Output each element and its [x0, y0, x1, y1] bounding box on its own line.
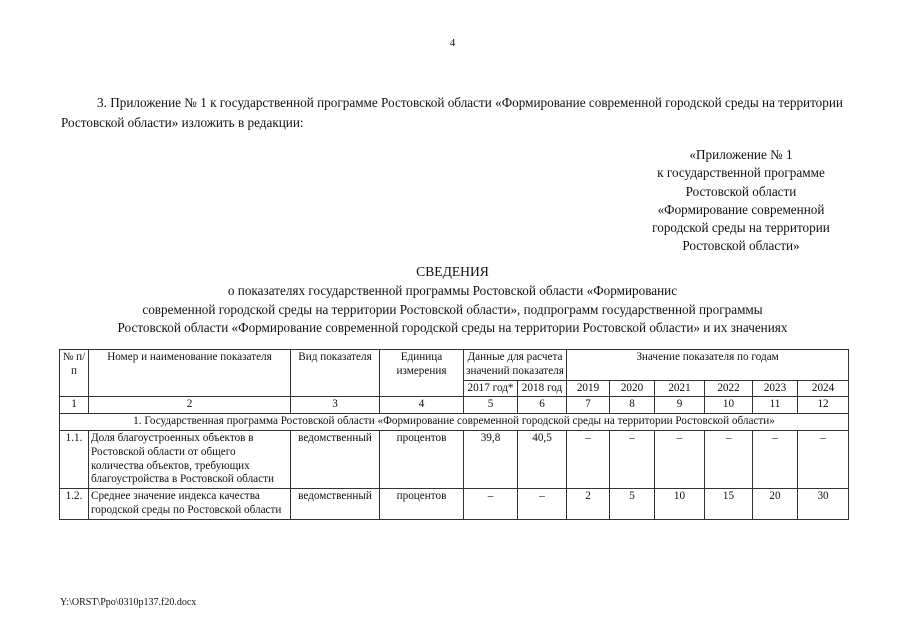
header-calc: Данные для расчета значений показателя — [464, 350, 567, 381]
row-value: 2 — [567, 489, 610, 520]
header-calc-year: 2018 год — [518, 380, 567, 397]
row-unit: процентов — [380, 430, 464, 488]
header-year: 2023 — [753, 380, 798, 397]
column-number: 2 — [89, 397, 291, 414]
row-name: Доля благоустроенных объектов в Ростовской области от общего количества объектов, требующих благоустройства в Ростовской области — [89, 430, 291, 488]
row-value: – — [518, 489, 567, 520]
row-type: ведомственный — [291, 489, 380, 520]
subtitle-line: современной городской среды на территории Ростовской области», подпрограмм государственной программы — [142, 301, 763, 317]
row-num: 1.1. — [60, 430, 89, 488]
appendix-note-line: «Формирование современной — [657, 201, 825, 217]
column-number: 9 — [655, 397, 705, 414]
column-number: 10 — [705, 397, 753, 414]
appendix-note-line: городской среды на территории — [652, 220, 830, 236]
header-year: 2024 — [798, 380, 849, 397]
intro-paragraph: 3. Приложение № 1 к государственной программе Ростовской области «Формирование современной городской среды на территории Ростовской области» изложить в редакции: — [61, 95, 843, 130]
column-number: 4 — [380, 397, 464, 414]
column-number: 1 — [60, 397, 89, 414]
appendix-note-line: «Приложение № 1 — [689, 147, 793, 162]
header-years-group: Значение показателя по годам — [567, 350, 849, 381]
subtitle-line: Ростовской области «Формирование современной городской среды на территории Ростовской области» и их значениях — [117, 320, 788, 335]
column-number: 11 — [753, 397, 798, 414]
column-number: 3 — [291, 397, 380, 414]
header-year: 2021 — [655, 380, 705, 397]
row-name: Среднее значение индекса качества городской среды по Ростовской области — [89, 489, 291, 520]
header-year: 2022 — [705, 380, 753, 397]
row-value: – — [464, 489, 518, 520]
header-num: № п/п — [60, 350, 89, 397]
table-header-row — [60, 350, 849, 381]
row-value: – — [567, 430, 610, 488]
column-numbers-row — [60, 397, 849, 414]
subtitle-line: о показателях государственной программы Ростовской области «Формированис — [227, 283, 678, 298]
appendix-note-line: Ростовской области — [685, 183, 797, 199]
row-value: 5 — [610, 489, 655, 520]
row-value: 40,5 — [518, 430, 567, 488]
row-unit: процентов — [380, 489, 464, 520]
section-row — [60, 414, 849, 431]
row-value: – — [753, 430, 798, 488]
document-title: СВЕДЕНИЯ — [416, 264, 489, 279]
column-number: 5 — [464, 397, 518, 414]
row-value: – — [798, 430, 849, 488]
column-number: 12 — [798, 397, 849, 414]
appendix-note — [628, 146, 854, 256]
column-number: 7 — [567, 397, 610, 414]
column-number: 8 — [610, 397, 655, 414]
table-row — [60, 489, 849, 520]
header-year: 2020 — [610, 380, 655, 397]
row-value: – — [705, 430, 753, 488]
table-row — [60, 430, 849, 488]
row-value: 15 — [705, 489, 753, 520]
appendix-note-line: Ростовской области» — [682, 238, 800, 254]
indicators-table — [59, 349, 849, 520]
row-value: – — [655, 430, 705, 488]
row-value: 20 — [753, 489, 798, 520]
row-value: – — [610, 430, 655, 488]
header-type: Вид показателя — [291, 350, 380, 397]
page-number: 4 — [449, 37, 456, 49]
header-name: Номер и наименование показателя — [89, 350, 291, 397]
row-value: 10 — [655, 489, 705, 520]
section-title: 1. Государственная программа Ростовской области «Формирование современной городской среды на территории Ростовской области» — [60, 414, 849, 431]
row-value: 39,8 — [464, 430, 518, 488]
file-path-footer: Y:\ORST\Ppo\0310p137.f20.docx — [60, 597, 197, 608]
row-num: 1.2. — [60, 489, 89, 520]
header-year: 2019 — [567, 380, 610, 397]
appendix-note-line: к государственной программе — [657, 165, 825, 181]
header-unit: Единица измерения — [380, 350, 464, 397]
column-number: 6 — [518, 397, 567, 414]
row-type: ведомственный — [291, 430, 380, 488]
row-value: 30 — [798, 489, 849, 520]
document-subtitle — [0, 282, 905, 338]
header-calc-year: 2017 год* — [464, 380, 518, 397]
